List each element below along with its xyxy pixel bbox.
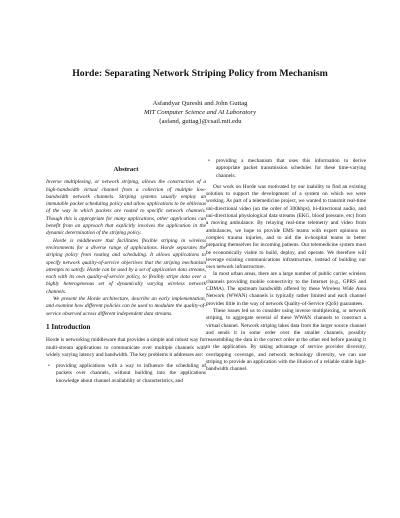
bullet-item: • providing a mechanism that uses this information to derive appropriate packet transmission schedules for these time-varying channels.: [206, 158, 366, 180]
author-block: [0, 99, 400, 126]
bullet-item: • providing applications with a way to influence the scheduling of packets over channels, without building into the applications knowledge about channel availability or characteristics, and: [46, 363, 206, 385]
abstract-section: [46, 166, 206, 318]
abstract-paragraph: Inverse multiplexing, or network striping, allows the construction of a high-bandwidth virtual channel from a collection of multiple low-bandwidth network channels. Striping systems usually employ an immutable packet scheduling policy and allow applications to be oblivious of the way in which packets are routed to specific network channels. Though this is appropriate for many applications, other applications can benefit from an approach that explicitly involves the application in the dynamic determination of the striping policy.: [46, 179, 206, 237]
paper-title: Horde: Separating Network Striping Policy from Mechanism: [72, 68, 328, 79]
author-names: Asfandyar Qureshi and John Guttag: [152, 100, 248, 107]
body-paragraph: Our work on Horde was motivated by our inability to find an existing solution to support the development of a system on which we were working. As part of a telemedicine project, we wanted to transmit real-time uni-directional video (on the order of 300kbps), bi-directional audio, and uni-directional physiological data streams (EKG, blood pressure, etc) from a moving ambulance. By relaying real-time telemetry and video from ambulances, we hope to provide EMS teams with expert opinions on complex trauma injuries, and to aid the in-hospital teams in better preparing themselves for incoming patients. Our telemedicine system must be economically viable to build, deploy, and operate. We therefore will leverage existing communications infrastructure, instead of building our own network infrastructure.: [206, 183, 366, 271]
abstract-paragraph: Horde is middleware that facilitates flexible striping in wireless environments for a diverse range of applications. Horde separates the striping policy from routing and scheduling. It allows applications to specify network quality-of-service objectives that the striping mechanism attempts to satisfy. Horde can be used by a set of application data streams, each with its own quality-of-service policy, to flexibly stripe data over a highly heterogeneous set of dynamically varying wireless network channels.: [46, 237, 206, 295]
right-bullet-list: [206, 158, 366, 180]
abstract-paragraph: We present the Horde architecture, describe an early implementation, and examine how different policies can be used to modulate the quality-of-service observed across different independent data streams.: [46, 296, 206, 317]
intro-bullet-list: [46, 363, 206, 385]
intro-paragraph: Horde is networking middleware that provides a simple and robust way for multi-stream applications to communicate over multiple channels with widely varying latency and bandwidth. The key problems it addresses are:: [46, 337, 206, 358]
author-email: {asfand, guttag}@csail.mit.edu: [158, 118, 242, 125]
body-paragraph: These issues led us to consider using inverse multiplexing, or network striping, to aggregate several of these WWAN channels to construct a virtual channel. Network striping takes data from the larger source channel and sends it in some order over the smaller channels, possibly reassembling the data in the correct order at the other end before passing it to the application. By taking advantage of service provider diversity, overlapping coverage, and network technology diversity, we can use striping to provide an application with the illusion of a reliable stable high-bandwidth channel.: [206, 307, 366, 373]
author-affiliation: MIT Computer Science and AI Laboratory: [143, 109, 257, 116]
body-paragraph: In most urban areas, there are a large number of public carrier wireless channels providing mobile connectivity to the Internet (e.g., GPRS and CDMA). The upstream bandwidth offered by these Wireless Wide Area Network (WWAN) channels is typically rather limited and each channel provides little in the way of network Quality-of-Service (QoS) guarantees.: [206, 271, 366, 307]
left-column: [46, 166, 206, 388]
abstract-heading: Abstract: [113, 166, 139, 173]
section-heading-introduction: 1 Introduction: [46, 322, 91, 331]
right-column: [206, 158, 366, 374]
